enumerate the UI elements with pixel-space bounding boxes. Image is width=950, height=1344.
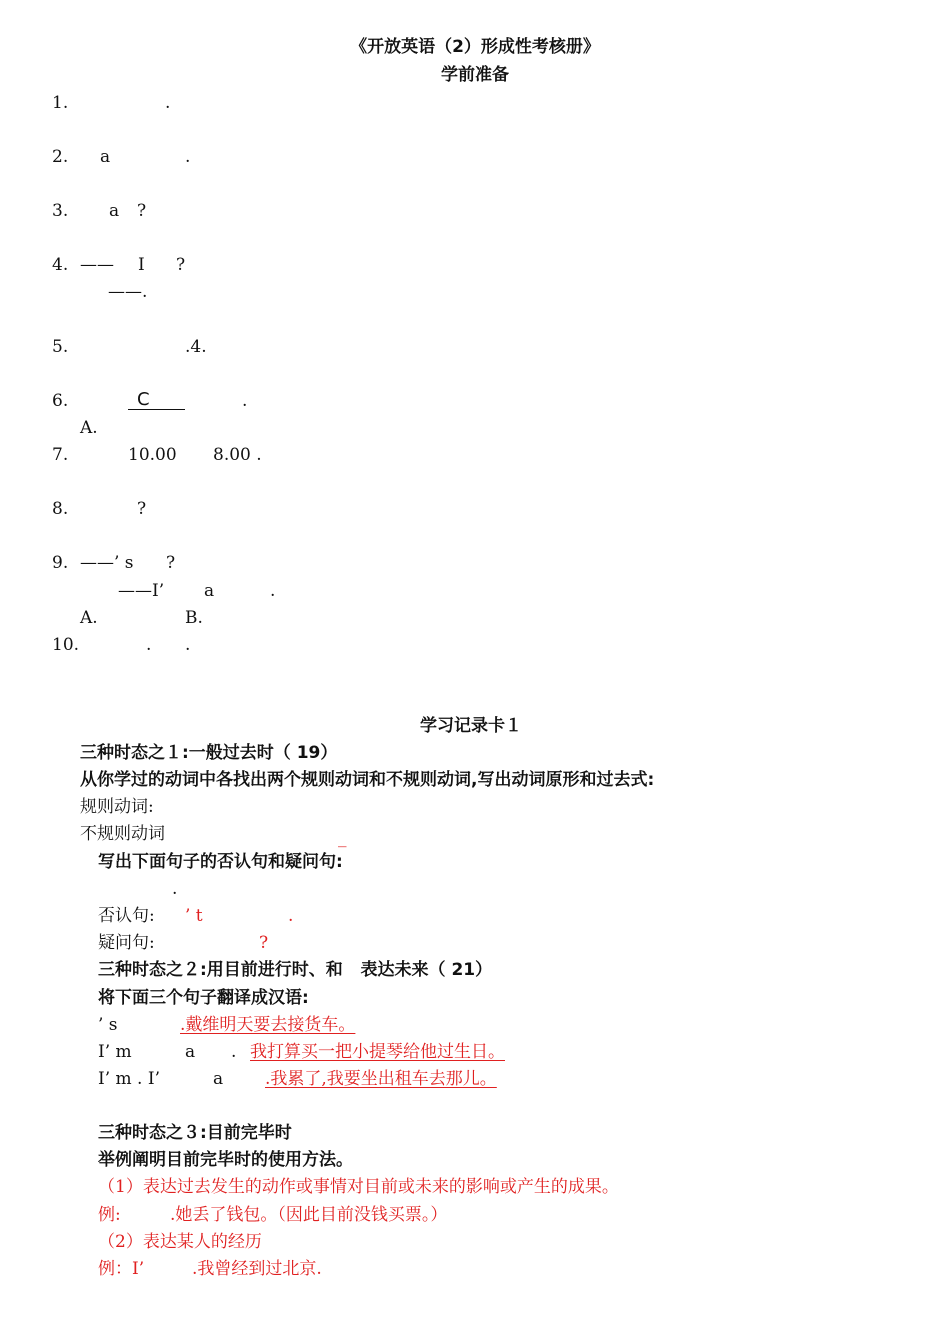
example-2-label: 例：I’	[98, 1259, 145, 1279]
q9-option-a: A.	[80, 608, 98, 628]
q3-question-mark: ?	[137, 201, 147, 221]
q9-reply: ——I’	[118, 581, 165, 601]
q1-dot: .	[165, 93, 171, 113]
q10-dot-2: .	[185, 635, 191, 655]
q6-option-a: A.	[80, 418, 98, 438]
q9-reply-article: a	[204, 581, 215, 601]
translation-1-zh: .戴维明天要去接货车。	[180, 1015, 356, 1035]
tense1-heading: 三种时态之１:一般过去时（ 19）	[80, 743, 338, 763]
q6-dot: .	[242, 391, 248, 411]
translation-2-en: I’ m	[98, 1042, 132, 1062]
q7-number: 7.	[52, 445, 69, 465]
q9-option-b: B.	[185, 608, 203, 628]
q5-number: 5.	[52, 337, 69, 357]
q7-time-1: 10.00	[128, 445, 177, 465]
translation-2-article: a	[185, 1042, 196, 1062]
q1-number: 1.	[52, 93, 69, 113]
regular-verbs-label: 规则动词:	[80, 797, 154, 817]
q7-time-2: 8.00 .	[213, 445, 262, 465]
section-title-prep: 学前准备	[441, 65, 509, 85]
document-title: 《开放英语（2）形成性考核册》	[350, 37, 600, 57]
example-2: .我曾经到过北京.	[192, 1259, 322, 1279]
q3-article: a	[109, 201, 120, 221]
q4-reply: ——.	[108, 282, 148, 302]
q9-dialogue: ——’ s	[80, 553, 134, 573]
q4-question-mark: ?	[176, 255, 186, 275]
card-title: 学习记录卡１	[420, 716, 522, 736]
translation-3-en: I’ m . I’	[98, 1069, 160, 1089]
q9-reply-dot: .	[270, 581, 276, 601]
translation-2-zh: 我打算买一把小提琴给他过生日。	[250, 1042, 505, 1062]
q9-question-mark: ?	[166, 553, 176, 573]
example-1-label: 例:	[98, 1205, 121, 1225]
tense1-task2: 写出下面句子的否认句和疑问句:	[98, 852, 343, 872]
irregular-mark: _	[338, 828, 347, 848]
sentence-dot: .	[172, 879, 178, 899]
tense2-heading: 三种时态之２:用目前进行时、和 表达未来（ 21）	[98, 960, 493, 980]
question-label: 疑问句:	[98, 933, 155, 953]
q10-dot-1: .	[146, 635, 152, 655]
negative-answer: ’ t	[185, 906, 203, 926]
translation-3-article: a	[213, 1069, 224, 1089]
q10-number: 10.	[52, 635, 80, 655]
q4-pronoun: I	[138, 255, 145, 275]
translation-1-en: ’ s	[98, 1015, 118, 1035]
tense2-task: 将下面三个句子翻译成汉语:	[98, 988, 309, 1008]
q4-number: 4.	[52, 255, 69, 275]
tense1-task: 从你学过的动词中各找出两个规则动词和不规则动词,写出动词原形和过去式:	[80, 770, 655, 790]
irregular-verbs-label: 不规则动词	[80, 824, 165, 844]
q3-number: 3.	[52, 201, 69, 221]
usage-1: （1）表达过去发生的动作或事情对目前或未来的影响或产生的成果。	[98, 1177, 619, 1197]
question-answer: ?	[259, 933, 269, 953]
q6-number: 6.	[52, 391, 69, 411]
q5-text: .4.	[185, 337, 207, 357]
q2-dot: .	[185, 147, 191, 167]
q2-article: a	[100, 147, 111, 167]
tense3-heading: 三种时态之３:目前完毕时	[98, 1123, 292, 1143]
q2-number: 2.	[52, 147, 69, 167]
negative-dot: .	[288, 906, 294, 926]
tense3-task: 举例阐明目前完毕时的使用方法。	[98, 1150, 353, 1170]
negative-label: 否认句:	[98, 906, 155, 926]
q9-number: 9.	[52, 553, 69, 573]
q6-answer: C	[137, 389, 150, 410]
q8-number: 8.	[52, 499, 69, 519]
example-1: .她丢了钱包。（因此目前没钱买票。）	[170, 1205, 448, 1225]
usage-2: （2）表达某人的经历	[98, 1232, 262, 1252]
translation-3-zh: .我累了,我要坐出租车去那儿。	[265, 1069, 497, 1089]
translation-2-dot: .	[231, 1042, 237, 1062]
q8-question-mark: ?	[137, 499, 147, 519]
q4-dash: ——	[80, 255, 114, 275]
